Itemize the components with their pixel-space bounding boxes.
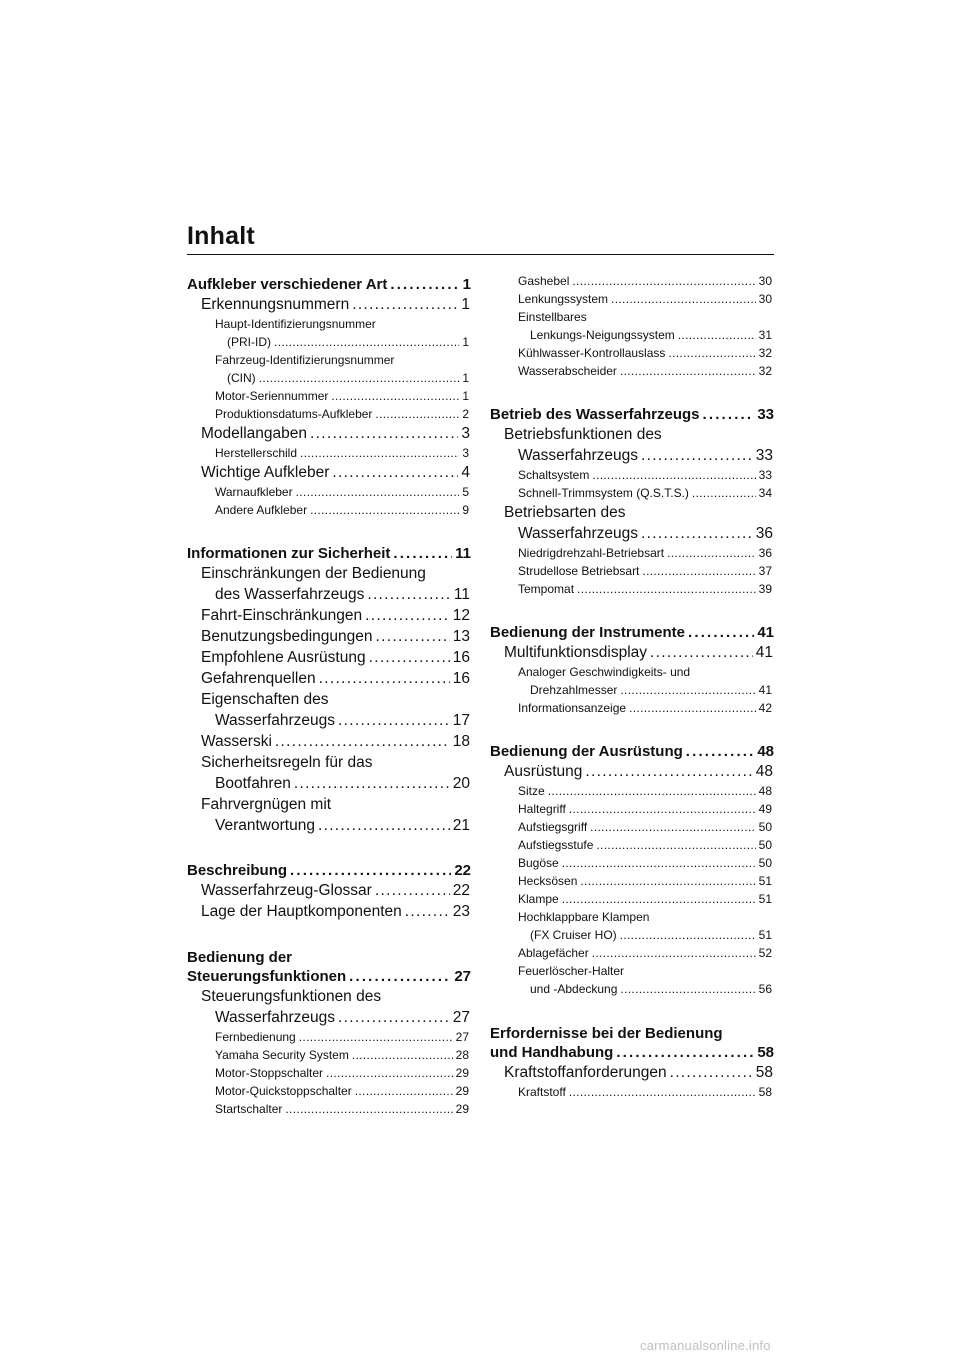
toc-entry[interactable]: Sitze . . . 48 <box>490 782 774 800</box>
toc-entry[interactable]: Startschalter . . . 29 <box>187 1100 471 1118</box>
toc-entry[interactable]: Informationen zur Sicherheit . . . 11 <box>187 545 471 563</box>
watermark: carmanualsonline.info <box>640 1338 771 1353</box>
toc-entry[interactable]: Betrieb des Wasserfahrzeugs . . . 33 <box>490 406 774 424</box>
toc-entry[interactable]: Empfohlene Ausrüstung . . . 16 <box>187 647 471 668</box>
toc-entry[interactable]: Motor-Quickstoppschalter . . . 29 <box>187 1082 471 1100</box>
toc-entry[interactable]: Lenkungs-Neigungssystem . . . 31 <box>490 326 774 344</box>
toc-entry[interactable]: Motor-Seriennummer . . . 1 <box>187 387 471 405</box>
toc-entry[interactable]: Kraftstoffanforderungen . . . 58 <box>490 1062 774 1083</box>
toc-entry[interactable]: Bugöse . . . 50 <box>490 854 774 872</box>
toc-entry[interactable]: Benutzungsbedingungen . . . 13 <box>187 626 471 647</box>
toc-entry[interactable]: Haltegriff . . . 49 <box>490 800 774 818</box>
toc-entry[interactable]: Aufkleber verschiedener Art . . . 1 <box>187 276 471 294</box>
toc-entry[interactable]: Wasserfahrzeugs . . . 36 <box>490 523 774 544</box>
toc-entry[interactable]: Schnell-Trimmsystem (Q.S.T.S.) . . . 34 <box>490 484 774 502</box>
toc-entry[interactable]: Wasserfahrzeugs . . . 17 <box>187 710 471 731</box>
toc-entry[interactable]: Herstellerschild . . . 3 <box>187 444 471 462</box>
toc-column-left <box>187 276 471 1118</box>
toc-entry[interactable]: Wasserfahrzeug-Glossar . . . 22 <box>187 880 471 901</box>
toc-entry[interactable]: Beschreibung . . . 22 <box>187 862 471 880</box>
toc-entry-line: Sicherheitsregeln für das <box>201 754 373 771</box>
toc-entry-line: Einschränkungen der Bedienung <box>201 565 426 582</box>
toc-entry-line: Hochklappbare Klampen <box>518 910 650 924</box>
toc-entry[interactable]: Strudellose Betriebsart . . . 37 <box>490 562 774 580</box>
toc-entry[interactable]: Ablagefächer . . . 52 <box>490 944 774 962</box>
toc-entry-line: Feuerlöscher-Halter <box>518 964 625 978</box>
toc-entry[interactable]: (FX Cruiser HO) . . . 51 <box>490 926 774 944</box>
toc-entry[interactable]: Kraftstoff . . . 58 <box>490 1083 774 1101</box>
toc-entry[interactable]: Verantwortung . . . 21 <box>187 815 471 836</box>
toc-entry-line: Erfordernisse bei der Bedienung <box>490 1025 723 1042</box>
page-title: Inhalt <box>187 222 255 250</box>
toc-entry[interactable]: (PRI-ID) . . . 1 <box>187 333 471 351</box>
toc-entry-line: Eigenschaften des <box>201 691 329 708</box>
toc-entry[interactable]: Modellangaben . . . 3 <box>187 423 471 444</box>
toc-entry[interactable]: Informationsanzeige . . . 42 <box>490 699 774 717</box>
toc-entry[interactable]: (CIN) . . . 1 <box>187 369 471 387</box>
toc-entry[interactable]: Wichtige Aufkleber . . . 4 <box>187 462 471 483</box>
toc-entry[interactable]: Erkennungsnummern . . . 1 <box>187 294 471 315</box>
toc-entry-line: Betriebsarten des <box>504 504 626 521</box>
toc-entry[interactable]: Aufstiegsgriff . . . 50 <box>490 818 774 836</box>
toc-entry-line: Bedienung der <box>187 949 293 966</box>
toc-entry[interactable]: Motor-Stoppschalter . . . 29 <box>187 1064 471 1082</box>
toc-entry[interactable]: Tempomat . . . 39 <box>490 580 774 598</box>
toc-entry[interactable]: Aufstiegsstufe . . . 50 <box>490 836 774 854</box>
toc-entry[interactable]: Yamaha Security System . . . 28 <box>187 1046 471 1064</box>
toc-entry-line: Haupt-Identifizierungsnummer <box>215 317 376 331</box>
toc-entry[interactable]: und -Abdeckung . . . 56 <box>490 980 774 998</box>
toc-entry[interactable]: Fernbedienung . . . 27 <box>187 1028 471 1046</box>
toc-column-right <box>490 272 774 1101</box>
toc-entry[interactable]: Lage der Hauptkomponenten . . . 23 <box>187 901 471 922</box>
toc-entry[interactable]: Fahrt-Einschränkungen . . . 12 <box>187 605 471 626</box>
toc-entry[interactable]: Lenkungssystem . . . 30 <box>490 290 774 308</box>
toc-entry[interactable]: Niedrigdrehzahl-Betriebsart . . . 36 <box>490 544 774 562</box>
toc-entry-line: Fahrvergnügen mit <box>201 796 332 813</box>
title-rule <box>187 254 774 255</box>
toc-entry[interactable]: Wasserfahrzeugs . . . 27 <box>187 1007 471 1028</box>
toc-entry[interactable]: Steuerungsfunktionen . . . 27 <box>187 968 471 986</box>
toc-entry[interactable]: Schaltsystem . . . 33 <box>490 466 774 484</box>
toc-entry[interactable]: Gefahrenquellen . . . 16 <box>187 668 471 689</box>
toc-entry[interactable]: Bootfahren . . . 20 <box>187 773 471 794</box>
toc-entry[interactable]: Multifunktionsdisplay . . . 41 <box>490 642 774 663</box>
toc-entry[interactable]: Ausrüstung . . . 48 <box>490 761 774 782</box>
toc-entry[interactable]: und Handhabung . . . 58 <box>490 1044 774 1062</box>
toc-entry[interactable]: Wasserski . . . 18 <box>187 731 471 752</box>
toc-entry[interactable]: Hecksösen . . . 51 <box>490 872 774 890</box>
toc-entry[interactable]: des Wasserfahrzeugs . . . 11 <box>187 584 471 605</box>
toc-entry[interactable]: Warnaufkleber . . . 5 <box>187 483 471 501</box>
toc-entry[interactable]: Klampe . . . 51 <box>490 890 774 908</box>
toc-entry[interactable]: Drehzahlmesser . . . 41 <box>490 681 774 699</box>
toc-entry-line: Fahrzeug-Identifizierungsnummer <box>215 353 395 367</box>
toc-entry-line: Betriebsfunktionen des <box>504 426 662 443</box>
toc-entry-line: Steuerungsfunktionen des <box>201 988 382 1005</box>
toc-entry[interactable]: Produktionsdatums-Aufkleber . . . 2 <box>187 405 471 423</box>
toc-entry-line: Analoger Geschwindigkeits- und <box>518 665 691 679</box>
toc-entry-line: Einstellbares <box>518 310 587 324</box>
toc-entry[interactable]: Bedienung der Instrumente . . . 41 <box>490 624 774 642</box>
toc-entry[interactable]: Andere Aufkleber . . . 9 <box>187 501 471 519</box>
toc-entry[interactable]: Bedienung der Ausrüstung . . . 48 <box>490 743 774 761</box>
toc-entry[interactable]: Wasserfahrzeugs . . . 33 <box>490 445 774 466</box>
toc-entry[interactable]: Gashebel . . . 30 <box>490 272 774 290</box>
toc-entry[interactable]: Kühlwasser-Kontrollauslass . . . 32 <box>490 344 774 362</box>
toc-entry[interactable]: Wasserabscheider . . . 32 <box>490 362 774 380</box>
